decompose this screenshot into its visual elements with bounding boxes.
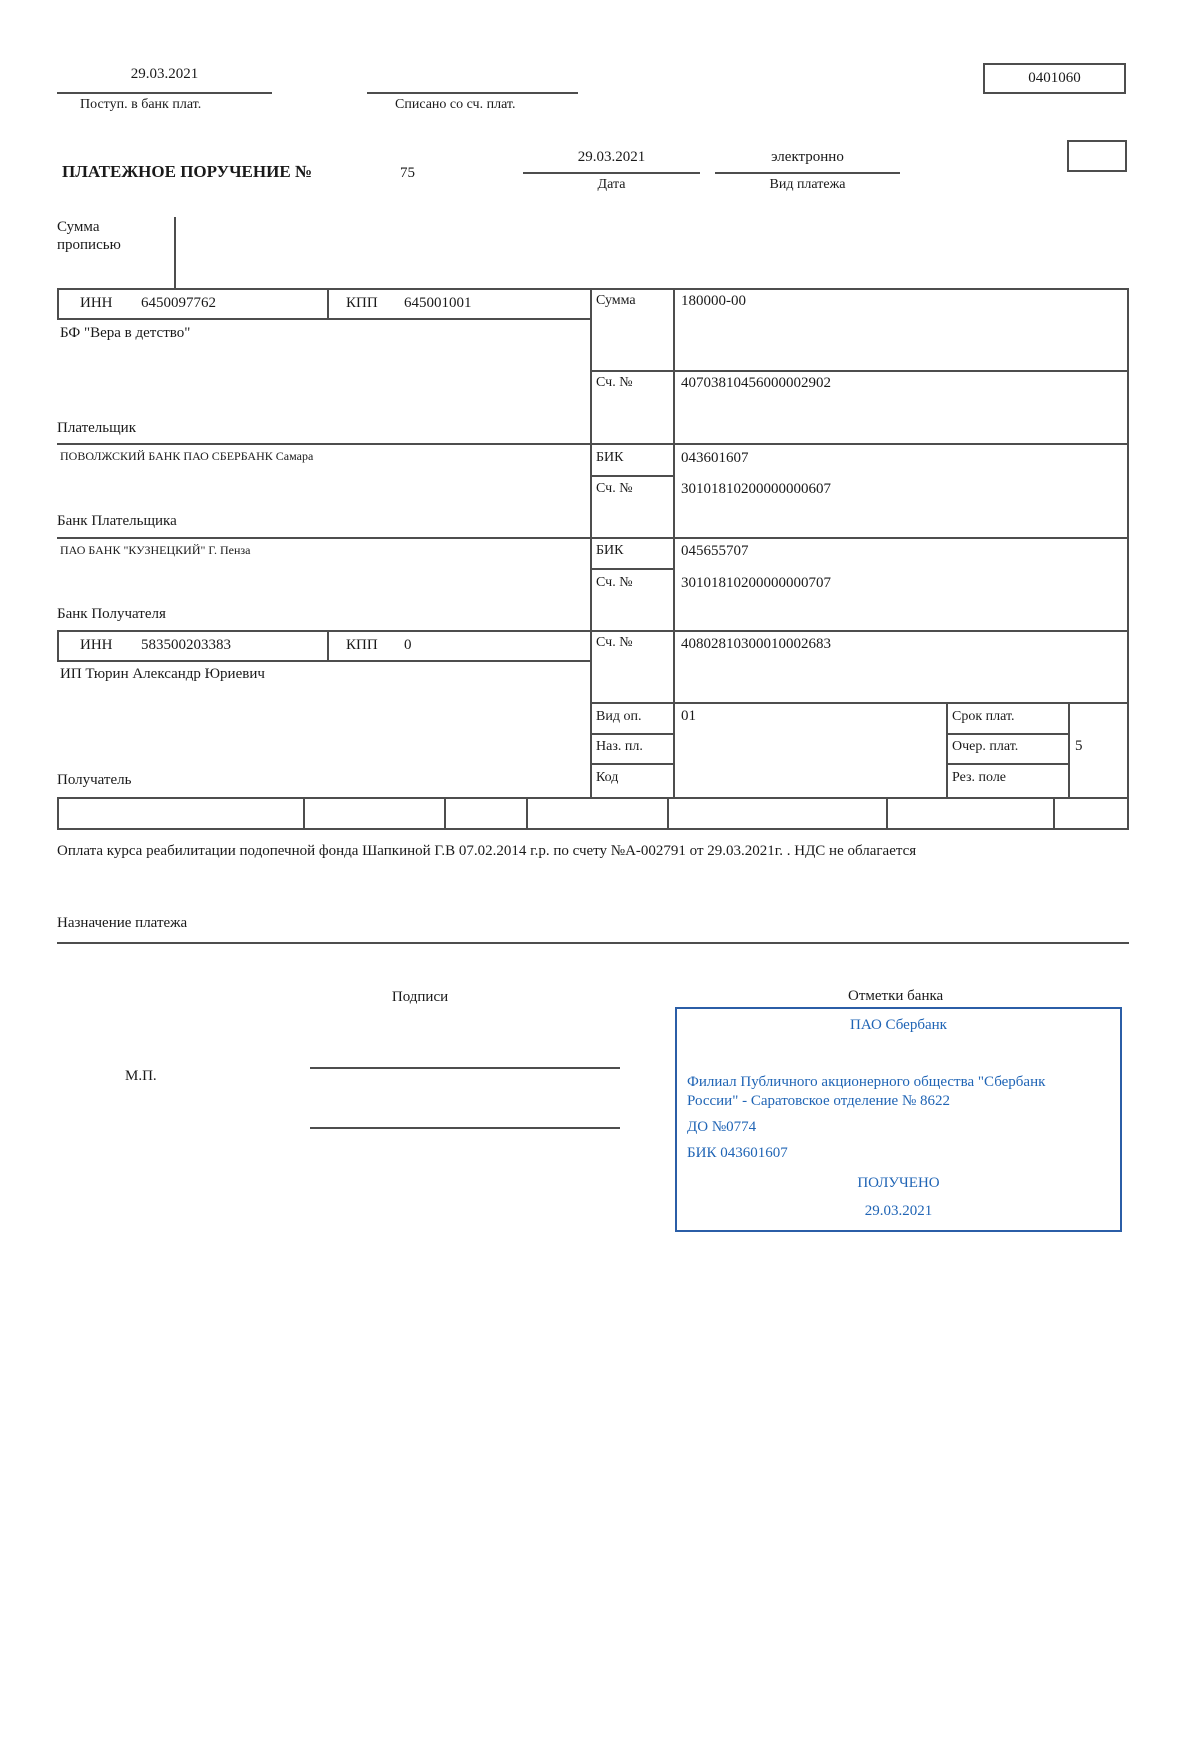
status-code-box (1067, 140, 1127, 172)
payee-bank-section-label: Банк Получателя (57, 606, 166, 622)
stamp-office: ДО №0774 (687, 1119, 757, 1135)
payee-bank-account-value: 30101810200000000707 (681, 575, 831, 591)
divider (590, 702, 1129, 704)
divider (590, 568, 675, 570)
divider (57, 318, 590, 320)
code-label: Код (596, 770, 619, 785)
bank-marks-label: Отметки банка (848, 988, 944, 1004)
divider (715, 172, 900, 174)
payee-inn-label: ИНН (80, 637, 113, 653)
divider (523, 172, 700, 174)
payee-account-value: 40802810300010002683 (681, 636, 831, 652)
reserve-field-label: Рез. поле (952, 770, 1007, 785)
amount-value: 180000-00 (681, 293, 746, 309)
divider (57, 660, 590, 662)
document-number: 75 (400, 165, 415, 181)
payer-kpp-label: КПП (346, 295, 378, 311)
divider (946, 733, 1070, 735)
payer-bank-section-label: Банк Плательщика (57, 513, 177, 529)
payee-name: ИП Тюрин Александр Юриевич (60, 666, 265, 682)
divider (57, 630, 1129, 632)
payee-bank-bik-value: 045655707 (681, 543, 749, 559)
divider (590, 370, 1129, 372)
divider (57, 828, 1129, 830)
payer-inn-value: 6450097762 (141, 295, 216, 311)
divider (57, 92, 272, 94)
divider (327, 288, 329, 320)
payee-bank-bik-label: БИК (596, 543, 624, 558)
divider (946, 702, 948, 799)
bank-stamp-box (675, 1007, 1122, 1232)
divider (444, 797, 446, 830)
divider (367, 92, 578, 94)
signatures-label: Подписи (391, 989, 449, 1005)
divider (57, 288, 59, 320)
amount-label: Сумма (596, 293, 636, 308)
signature-line (310, 1067, 620, 1069)
payment-kind-label: Вид платежа (769, 177, 846, 192)
stamp-bik: БИК 043601607 (687, 1145, 788, 1161)
payer-bank-bik-value: 043601607 (681, 450, 749, 466)
payer-section-label: Плательщик (57, 420, 136, 436)
divider (57, 797, 1129, 799)
document-title: ПЛАТЕЖНОЕ ПОРУЧЕНИЕ № (62, 162, 313, 181)
payment-kind-value: электронно (771, 149, 844, 165)
divider (57, 630, 59, 662)
payer-kpp-value: 645001001 (404, 295, 472, 311)
payer-account-label: Сч. № (596, 375, 633, 390)
divider (57, 443, 1129, 445)
divider (57, 797, 59, 830)
amount-words-label-2: прописью (57, 237, 121, 253)
divider (590, 733, 675, 735)
divider (57, 537, 1129, 539)
payment-priority-value: 5 (1075, 738, 1083, 754)
stamp-branch: Филиал Публичного акционерного общества "Сбербанк России" - Саратовское отделение № 8622 (687, 1074, 1046, 1109)
payer-bank-account-value: 30101810200000000607 (681, 481, 831, 497)
divider (303, 797, 305, 830)
operation-type-value: 01 (681, 708, 696, 724)
payer-account-value: 40703810456000002902 (681, 375, 831, 391)
payer-name: БФ "Вера в детство" (60, 325, 191, 341)
payee-inn-value: 583500203383 (141, 637, 231, 653)
payer-bank-name: ПОВОЛЖСКИЙ БАНК ПАО СБЕРБАНК Самара (60, 449, 314, 463)
divider (327, 630, 329, 662)
stamp-place-label: М.П. (125, 1068, 157, 1084)
stamp-bank-name: ПАО Сбербанк (850, 1017, 947, 1033)
divider (174, 217, 176, 288)
form-code: 0401060 (1028, 70, 1081, 86)
payee-account-label: Сч. № (596, 635, 633, 650)
date-label: Дата (597, 177, 626, 192)
divider (673, 288, 675, 799)
divider (590, 763, 675, 765)
payer-inn-label: ИНН (80, 295, 113, 311)
divider (886, 797, 888, 830)
payer-bank-account-label: Сч. № (596, 481, 633, 496)
divider (1068, 702, 1070, 799)
divider (1127, 288, 1129, 830)
divider (590, 288, 592, 799)
payer-bank-bik-label: БИК (596, 450, 624, 465)
payee-kpp-value: 0 (404, 637, 412, 653)
divider (590, 475, 675, 477)
stamp-date: 29.03.2021 (864, 1203, 933, 1219)
operation-type-label: Вид оп. (596, 709, 642, 724)
divider (667, 797, 669, 830)
payment-priority-label: Очер. плат. (952, 739, 1019, 754)
payee-section-label: Получатель (57, 772, 132, 788)
purpose-text: Оплата курса реабилитации подопечной фонда Шапкиной Г.В 07.02.2014 г.р. по счету №А-002791 от 29.03.2021г. . НДС не облагается (57, 843, 917, 859)
purpose-label: Назначение платежа (57, 915, 188, 931)
divider (1053, 797, 1055, 830)
stamp-status: ПОЛУЧЕНО (857, 1175, 940, 1191)
payment-term-label: Срок плат. (952, 709, 1015, 724)
divider (57, 942, 1129, 944)
payee-bank-account-label: Сч. № (596, 575, 633, 590)
payee-kpp-label: КПП (346, 637, 378, 653)
received-in-bank-label: Поступ. в банк плат. (80, 97, 202, 112)
amount-words-label-1: Сумма (57, 219, 100, 235)
signature-line (310, 1127, 620, 1129)
divider (526, 797, 528, 830)
payee-bank-name: ПАО БАНК "КУЗНЕЦКИЙ" Г. Пенза (60, 543, 251, 557)
received-in-bank-date: 29.03.2021 (130, 66, 199, 82)
debited-from-account-label: Списано со сч. плат. (395, 97, 516, 112)
document-date: 29.03.2021 (577, 149, 646, 165)
payment-assignment-label: Наз. пл. (596, 739, 643, 754)
form-code-box (983, 63, 1126, 94)
divider (946, 763, 1070, 765)
divider (57, 288, 1129, 290)
